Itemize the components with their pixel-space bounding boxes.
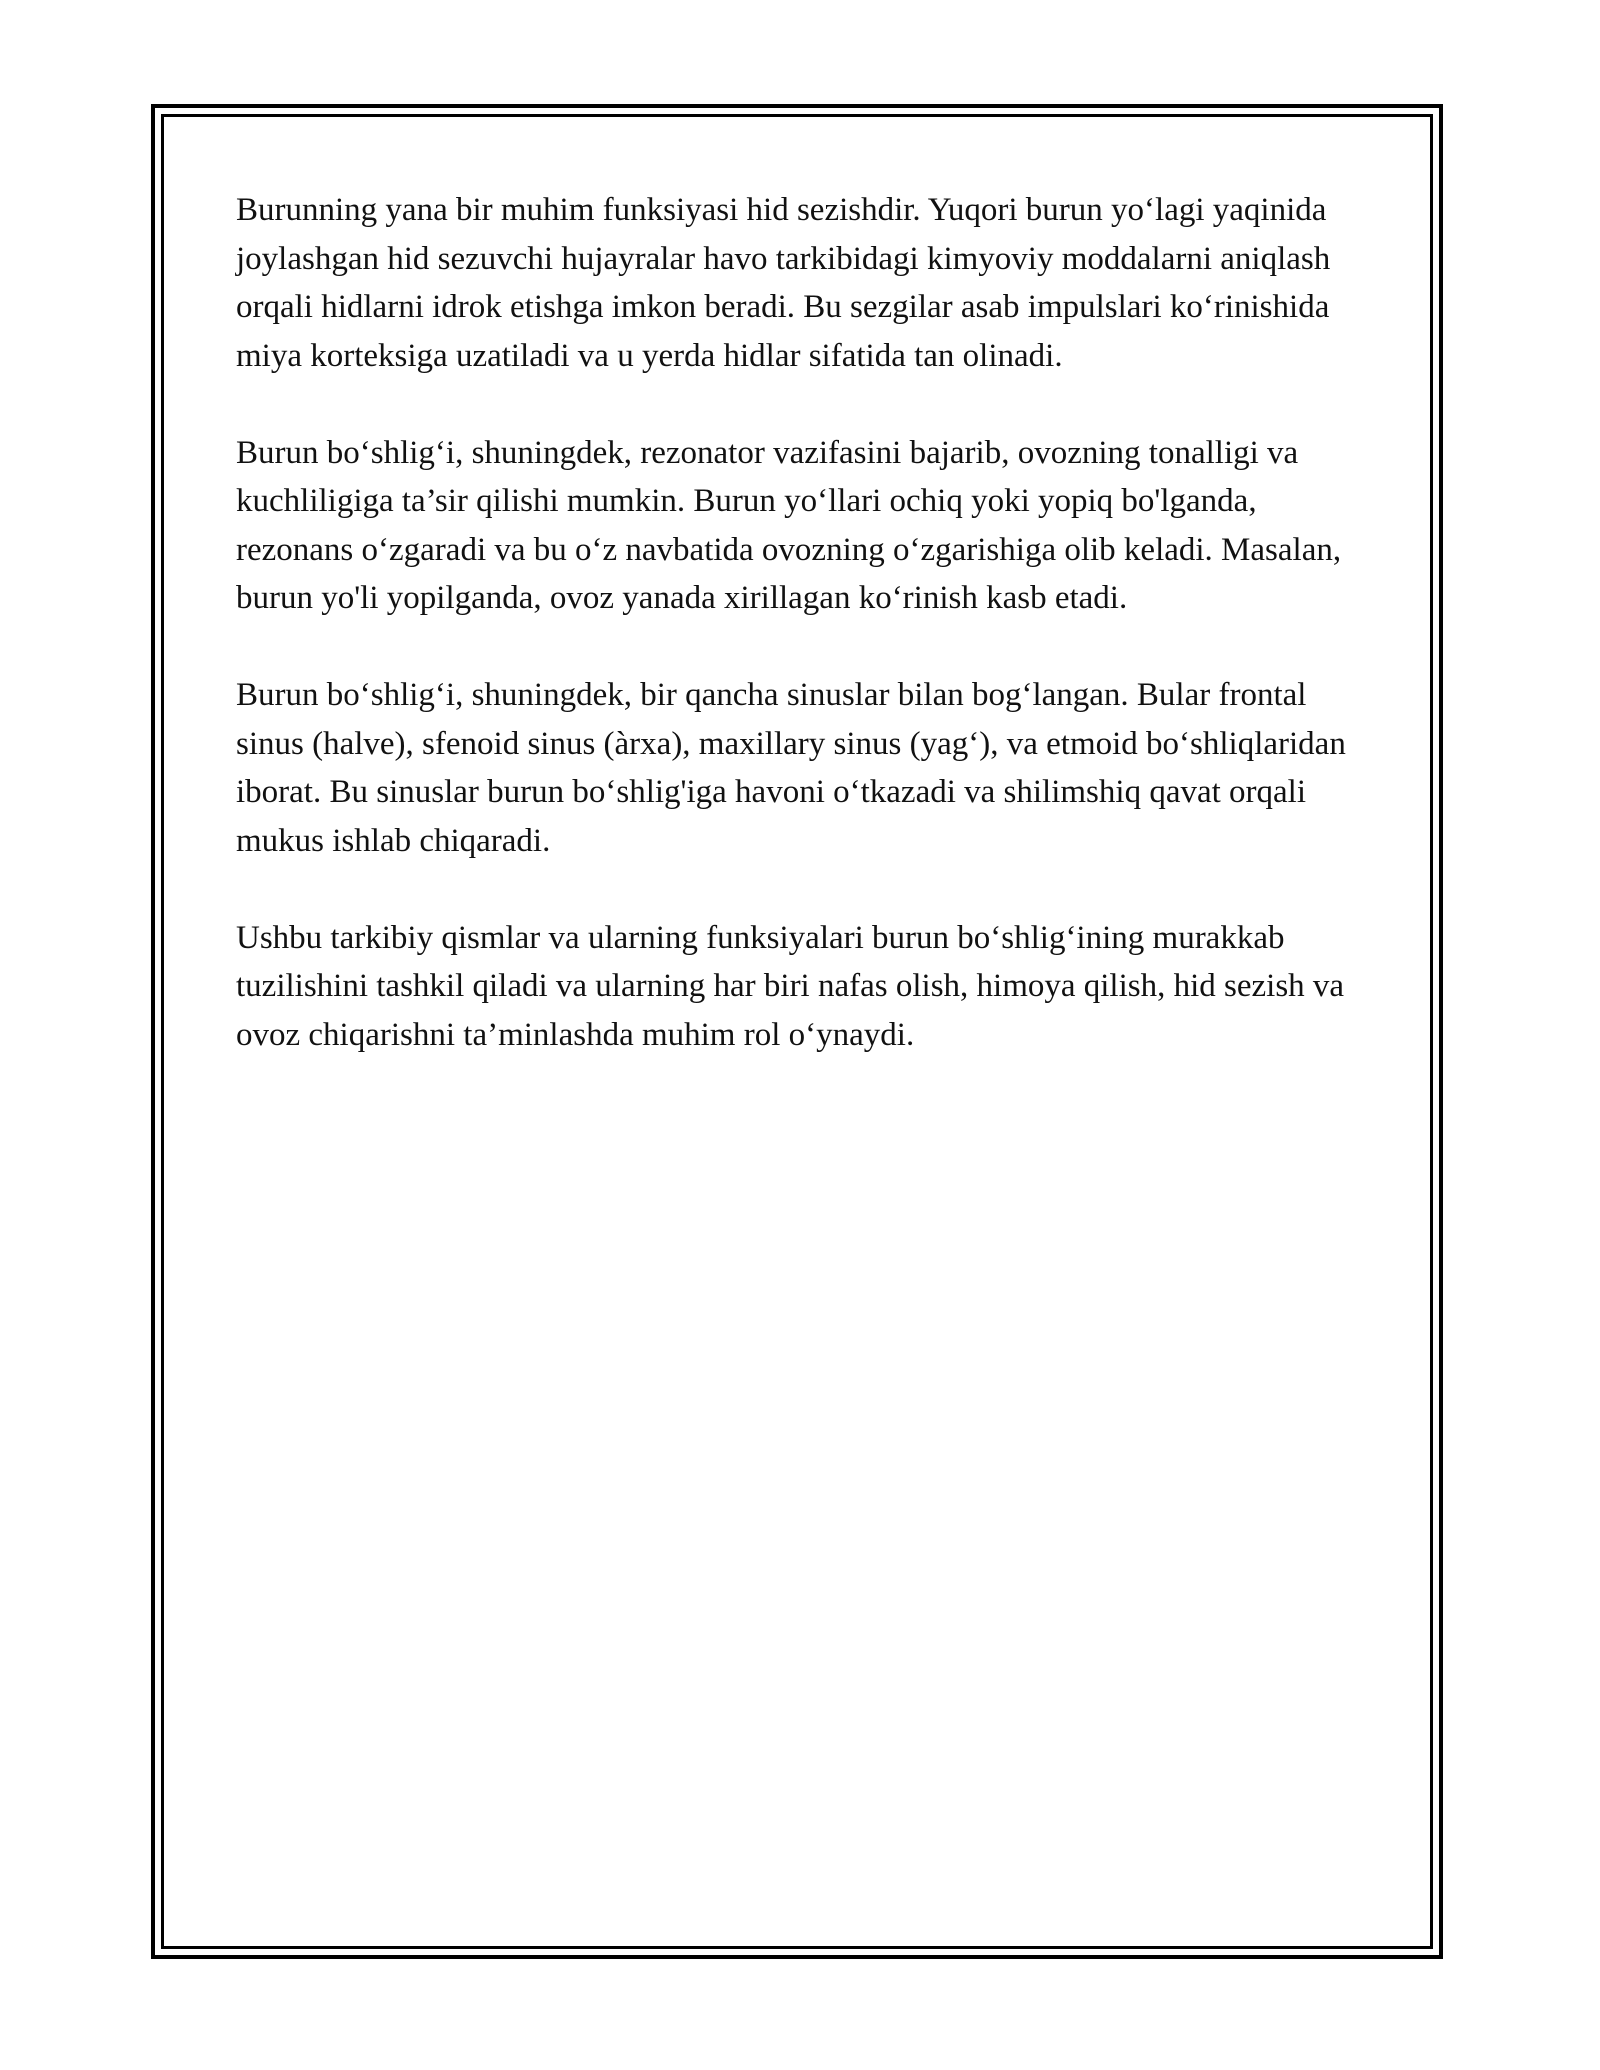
paragraph-3: Burun bo‘shlig‘i, shuningdek, bir qancha sinuslar bilan bog‘langan. Bular frontal sinus (halve), sfenoid sinus (àrxa), maxillary sinus (yag‘), va etmoid bo‘shliqlaridan iborat. Bu sinuslar burun bo‘shlig'iga havoni o‘tkazadi va shilimshiq qavat orqali mukus ishlab chiqaradi. (236, 677, 1346, 859)
paragraph-1: Burunning yana bir muhim funksiyasi hid sezishdir. Yuqori burun yo‘lagi yaqinida joylashgan hid sezuvchi hujayralar havo tarkibidagi kimyoviy moddalarni aniqlash orqali hidlarni idrok etishga imkon beradi. Bu sezgilar asab impulslari ko‘rinishida miya korteksiga uzatiladi va u yerda hidlar sifatida tan olinadi. (236, 192, 1331, 374)
paragraph-2: Burun bo‘shlig‘i, shuningdek, rezonator vazifasini bajarib, ovozning tonalligi va kuchliligiga ta’sir qilishi mumkin. Burun yo‘llari ochiq yoki yopiq bo'lganda, rezonans o‘zgaradi va bu o‘z navbatida ovozning o‘zgarishiga olib keladi. Masalan, burun yo'li yopilganda, ovoz yanada xirillagan ko‘rinish kasb etadi. (236, 434, 1342, 616)
document-body (236, 186, 1356, 1108)
paragraph-4: Ushbu tarkibiy qismlar va ularning funksiyalari burun bo‘shlig‘ining murakkab tuzilishini tashkil qiladi va ularning har biri nafas olish, himoya qilish, hid sezish va ovoz chiqarishni ta’minlashda muhim rol o‘ynaydi. (236, 919, 1345, 1053)
